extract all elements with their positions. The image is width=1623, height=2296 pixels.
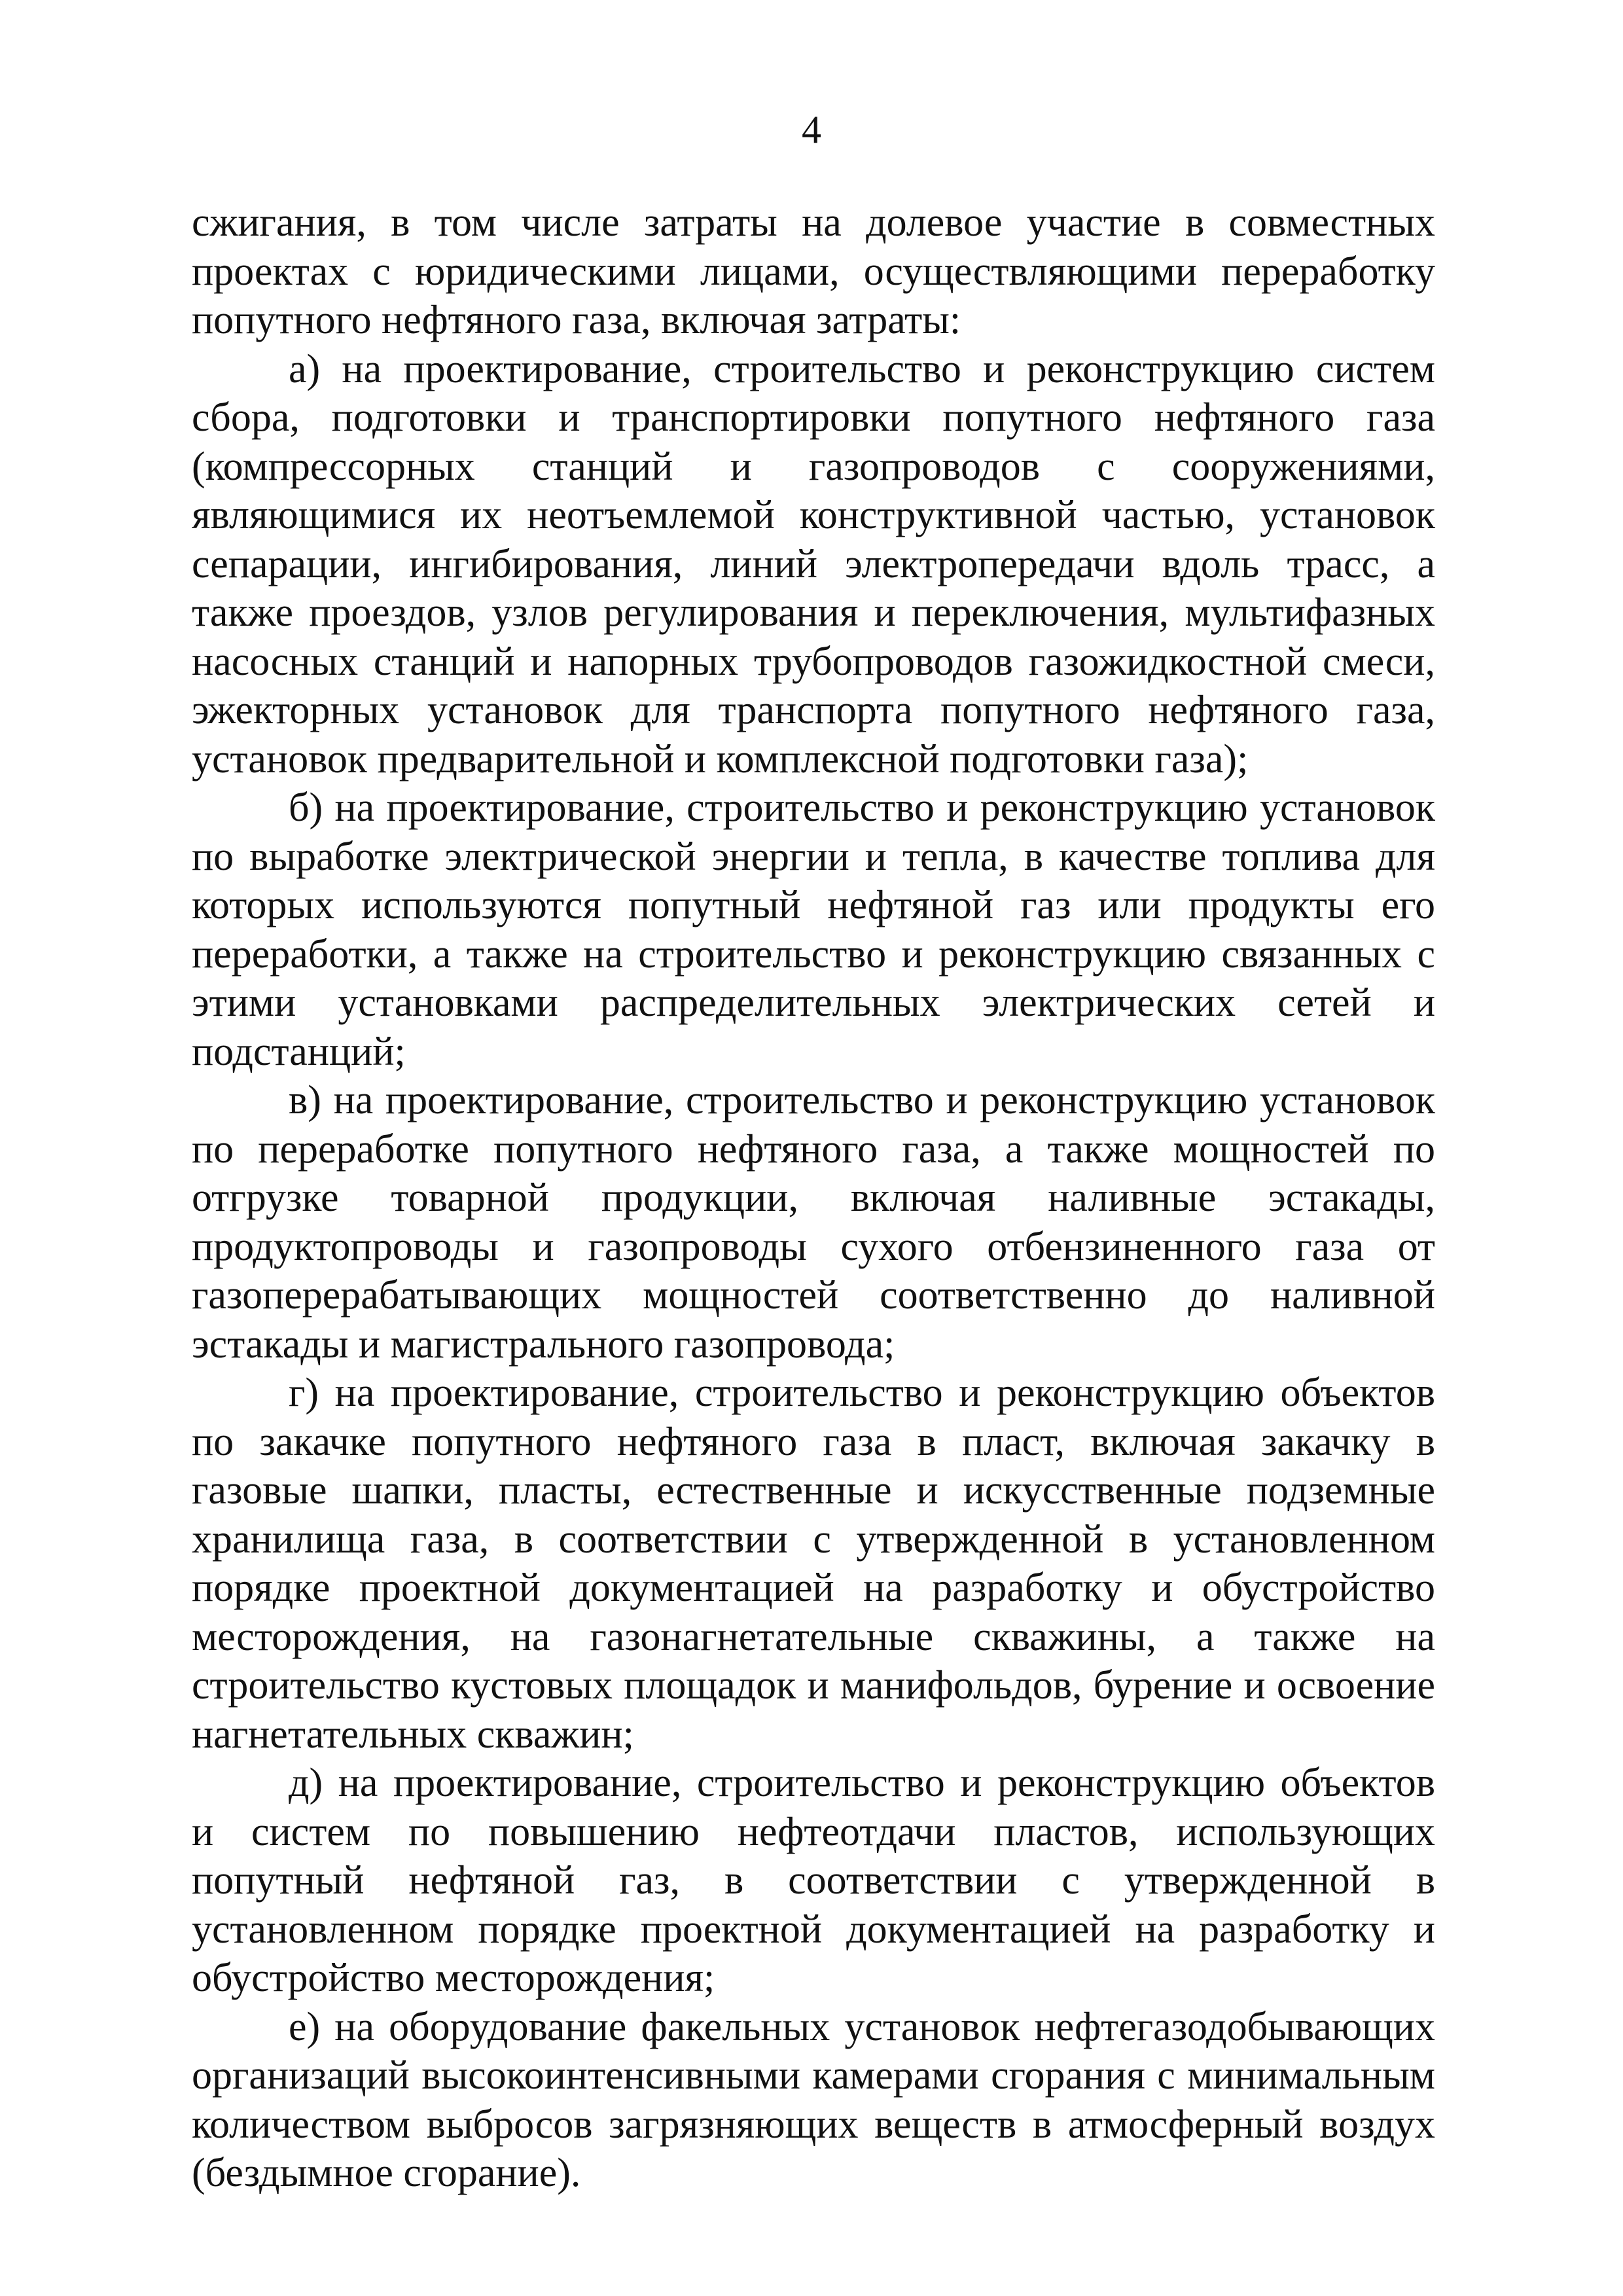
document-body bbox=[192, 198, 1435, 2198]
paragraph-item-d: д) на проектирование, строительство и реконструкцию объектов и систем по повышению нефтеотдачи пластов, использующих попутный нефтяной газ, в соответствии с утвержденной в установленном порядке проектной документацией на разработку и обустройство месторождения; bbox=[192, 1761, 1435, 2000]
paragraph-item-e: е) на оборудование факельных установок нефтегазодобывающих организаций высокоинтенсивными камерами сгорания с минимальным количеством выбросов загрязняющих веществ в атмосферный воздух (бездымное сгорание). bbox=[192, 2004, 1435, 2195]
page-number: 4 bbox=[802, 108, 821, 151]
paragraph-item-v: в) на проектирование, строительство и реконструкцию установок по переработке попутного нефтяного газа, а также мощностей по отгрузке товарной продукции, включая наливные эстакады, продуктопроводы и газопроводы сухого отбензиненного газа от газоперерабатывающих мощностей соответственно до наливной эстакады и магистрального газопровода; bbox=[192, 1078, 1435, 1367]
paragraph-continuation: сжигания, в том числе затраты на долевое участие в совместных проектах с юридическими лицами, осуществляющими переработку попутного нефтяного газа, включая затраты: bbox=[192, 200, 1435, 342]
paragraph-item-a: а) на проектирование, строительство и реконструкцию систем сбора, подготовки и транспортировки попутного нефтяного газа (компрессорных станций и газопроводов с сооружениями, являющимися их неотъемлемой конструктивной частью, установок сепарации, ингибирования, линий электропередачи вдоль трасс, а также проездов, узлов регулирования и переключения, мультифазных насосных станций и напорных трубопроводов газожидкостной смеси, эжекторных установок для транспорта попутного нефтяного газа, установок предварительной и комплексной подготовки газа); bbox=[192, 346, 1435, 781]
paragraph-item-b: б) на проектирование, строительство и реконструкцию установок по выработке электрической энергии и тепла, в качестве топлива для которых используются попутный нефтяной газ или продукты его переработки, а также на строительство и реконструкцию связанных с этими установками распределительных электрических сетей и подстанций; bbox=[192, 785, 1435, 1074]
paragraph-item-g: г) на проектирование, строительство и реконструкцию объектов по закачке попутного нефтяного газа в пласт, включая закачку в газовые шапки, пласты, естественные и искусственные подземные хранилища газа, в соответствии с утвержденной в установленном порядке проектной документацией на разработку и обустройство месторождения, на газонагнетательные скважины, а также на строительство кустовых площадок и манифольдов, бурение и освоение нагнетательных скважин; bbox=[192, 1371, 1435, 1757]
